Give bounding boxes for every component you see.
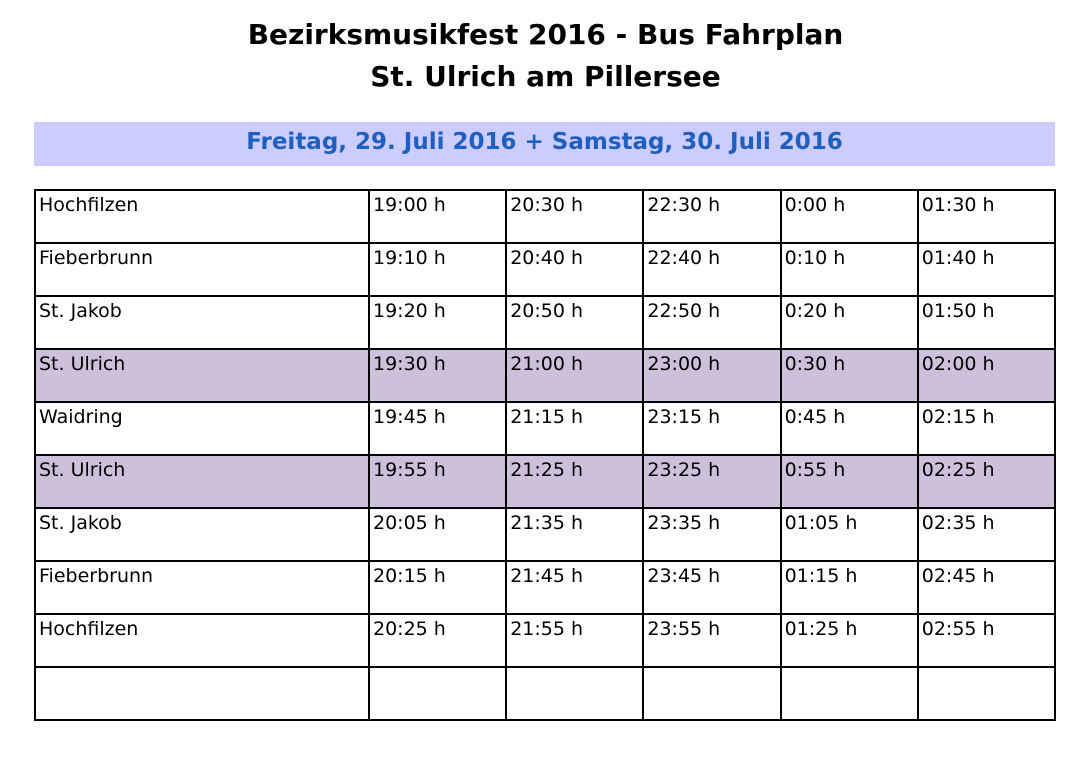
departure-time-cell: 0:30 h <box>781 349 918 402</box>
stop-name-cell: St. Ulrich <box>35 349 369 402</box>
departure-time-cell: 0:55 h <box>781 455 918 508</box>
departure-time-cell <box>781 667 918 720</box>
bus-schedule-table <box>34 189 1056 721</box>
departure-time-cell: 20:40 h <box>506 243 643 296</box>
table-row <box>35 243 1055 296</box>
departure-time-cell: 22:40 h <box>643 243 780 296</box>
departure-time-cell: 23:00 h <box>643 349 780 402</box>
page-title: Bezirksmusikfest 2016 - Bus Fahrplan <box>247 18 844 51</box>
departure-time-cell: 21:00 h <box>506 349 643 402</box>
table-row <box>35 402 1055 455</box>
departure-time-cell: 20:25 h <box>369 614 506 667</box>
departure-time-cell: 02:55 h <box>918 614 1055 667</box>
departure-time-cell: 20:50 h <box>506 296 643 349</box>
departure-time-cell: 01:25 h <box>781 614 918 667</box>
departure-time-cell: 23:15 h <box>643 402 780 455</box>
departure-time-cell <box>506 667 643 720</box>
stop-name-cell: Fieberbrunn <box>35 243 369 296</box>
departure-time-cell: 02:15 h <box>918 402 1055 455</box>
departure-time-cell: 0:20 h <box>781 296 918 349</box>
stop-name-cell: Hochfilzen <box>35 614 369 667</box>
departure-time-cell: 21:55 h <box>506 614 643 667</box>
departure-time-cell: 02:00 h <box>918 349 1055 402</box>
stop-name-cell: St. Jakob <box>35 508 369 561</box>
departure-time-cell <box>918 667 1055 720</box>
table-row <box>35 349 1055 402</box>
departure-time-cell: 20:15 h <box>369 561 506 614</box>
table-row <box>35 667 1055 720</box>
stop-name-cell: Fieberbrunn <box>35 561 369 614</box>
departure-time-cell: 19:30 h <box>369 349 506 402</box>
table-row <box>35 190 1055 243</box>
stop-name-cell: St. Jakob <box>35 296 369 349</box>
departure-time-cell <box>369 667 506 720</box>
departure-time-cell: 19:55 h <box>369 455 506 508</box>
departure-time-cell: 20:30 h <box>506 190 643 243</box>
stop-name-cell: St. Ulrich <box>35 455 369 508</box>
table-row <box>35 614 1055 667</box>
stop-name-cell: Hochfilzen <box>35 190 369 243</box>
departure-time-cell: 01:15 h <box>781 561 918 614</box>
departure-time-cell: 02:25 h <box>918 455 1055 508</box>
departure-time-cell: 19:10 h <box>369 243 506 296</box>
departure-time-cell: 19:45 h <box>369 402 506 455</box>
departure-time-cell: 19:20 h <box>369 296 506 349</box>
departure-time-cell: 20:05 h <box>369 508 506 561</box>
departure-time-cell: 22:50 h <box>643 296 780 349</box>
departure-time-cell: 0:45 h <box>781 402 918 455</box>
departure-time-cell: 23:35 h <box>643 508 780 561</box>
date-banner: Freitag, 29. Juli 2016 + Samstag, 30. Juli 2016 <box>34 122 1055 166</box>
departure-time-cell: 23:45 h <box>643 561 780 614</box>
departure-time-cell: 01:05 h <box>781 508 918 561</box>
stop-name-cell <box>35 667 369 720</box>
page-subtitle: St. Ulrich am Pillersee <box>370 60 721 93</box>
departure-time-cell: 21:25 h <box>506 455 643 508</box>
departure-time-cell: 02:35 h <box>918 508 1055 561</box>
table-row <box>35 561 1055 614</box>
departure-time-cell: 23:55 h <box>643 614 780 667</box>
departure-time-cell: 21:45 h <box>506 561 643 614</box>
departure-time-cell: 0:10 h <box>781 243 918 296</box>
departure-time-cell: 01:30 h <box>918 190 1055 243</box>
departure-time-cell: 01:40 h <box>918 243 1055 296</box>
departure-time-cell: 01:50 h <box>918 296 1055 349</box>
table-row <box>35 508 1055 561</box>
departure-time-cell: 21:35 h <box>506 508 643 561</box>
departure-time-cell: 0:00 h <box>781 190 918 243</box>
departure-time-cell: 22:30 h <box>643 190 780 243</box>
stop-name-cell: Waidring <box>35 402 369 455</box>
departure-time-cell <box>643 667 780 720</box>
departure-time-cell: 21:15 h <box>506 402 643 455</box>
departure-time-cell: 23:25 h <box>643 455 780 508</box>
departure-time-cell: 19:00 h <box>369 190 506 243</box>
table-row <box>35 455 1055 508</box>
table-row <box>35 296 1055 349</box>
departure-time-cell: 02:45 h <box>918 561 1055 614</box>
